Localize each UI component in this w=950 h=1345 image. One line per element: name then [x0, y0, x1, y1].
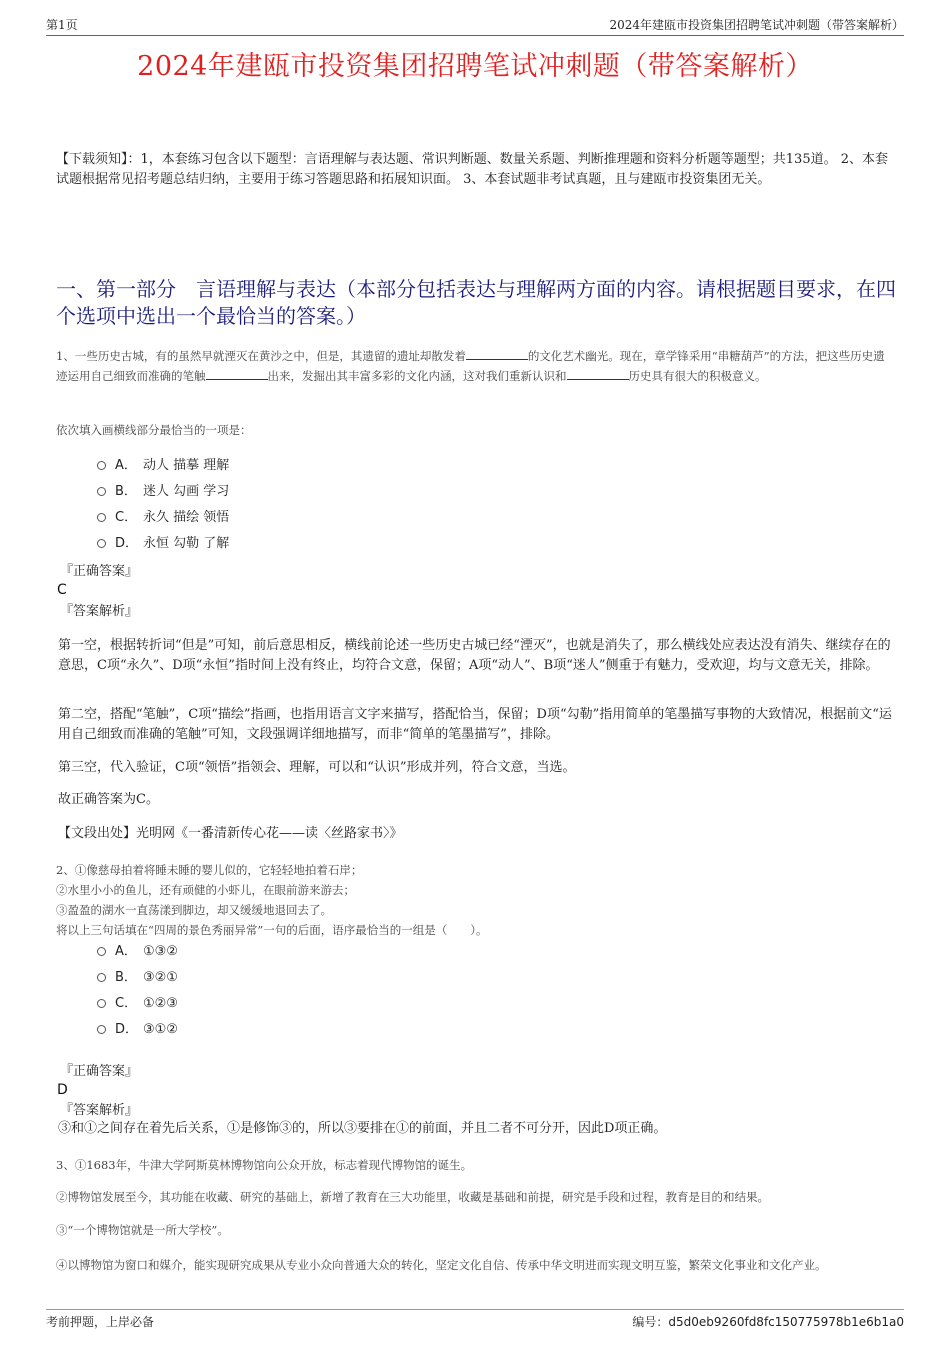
- q1-option-a[interactable]: A． 动人 描摹 理解: [97, 456, 229, 476]
- page-title: 2024年建瓯市投资集团招聘笔试冲刺题（带答案解析）: [137, 51, 813, 82]
- header-doc-title: 2024年建瓯市投资集团招聘笔试冲刺题（带答案解析）: [609, 18, 904, 32]
- question-1-text: 1、一些历史古城，有的虽然早就湮灭在黄沙之中，但是，其遗留的遗址却散发着 的文化艺术幽光。现在，章学锋采用“串糖葫芦”的方法，把这些历史遗迹运用自己细致而准确的笔触 出来，发掘出其丰富多彩的文化内涵，这对我们重新认识和 历史具有很大的积极意义。: [56, 349, 885, 383]
- radio-icon[interactable]: [97, 1025, 106, 1034]
- radio-icon[interactable]: [97, 487, 106, 496]
- radio-icon[interactable]: [97, 973, 106, 982]
- question-2-line-4: 将以上三句话填在“四周的景色秀丽异常”一句的后面，语序最恰当的一组是（ ）。: [56, 923, 488, 937]
- q1-option-b[interactable]: B． 迷人 勾画 学习: [97, 482, 229, 502]
- q2-option-c[interactable]: C． ①②③: [97, 994, 178, 1014]
- q2-option-b[interactable]: B． ③②①: [97, 968, 178, 988]
- q2-option-a[interactable]: A． ①③②: [97, 942, 178, 962]
- question-3-line-1: 3、①1683年，牛津大学阿斯莫林博物馆向公众开放，标志着现代博物馆的诞生。: [56, 1158, 473, 1172]
- q1-answer: C: [57, 582, 67, 598]
- q1-analysis-label: 『答案解析』: [60, 604, 139, 619]
- q1-option-c[interactable]: C． 永久 描绘 领悟: [97, 508, 229, 528]
- q2-analysis: ③和①之间存在着先后关系，①是修饰③的，所以③要排在①的前面，并且二者不可分开，因此D项正确。: [58, 1121, 667, 1136]
- page-header: [46, 14, 904, 36]
- question-2-line-1: 2、①像慈母拍着将睡未睡的婴儿似的，它轻轻地拍着石岸；: [56, 863, 363, 877]
- question-1-prompt: 依次填入画横线部分最恰当的一项是：: [56, 423, 252, 437]
- section-title: 一、第一部分 言语理解与表达（本部分包括表达与理解两方面的内容。请根据题目要求，在四个选项中选出一个最恰当的答案。）: [56, 277, 896, 328]
- download-notice: 【下载须知】：1，本套练习包含以下题型：言语理解与表达题、常识判断题、数量关系题、判断推理题和资料分析题等题型；共135道。 2、本套试题根据常见招考题总结归纳，主要用于练习答题思路和拓展知识面。 3、本套试题非考试真题，且与建瓯市投资集团无关。: [56, 152, 888, 187]
- footer-divider: [46, 1309, 904, 1310]
- page-number: 第1页: [46, 18, 78, 32]
- q1-source: 【文段出处】光明网《一番清新传心花——读〈丝路家书〉》: [58, 826, 403, 841]
- q2-option-d[interactable]: D． ③①②: [97, 1020, 178, 1040]
- footer-code-label: 编号：: [632, 1315, 669, 1329]
- question-3-line-2: ②博物馆发展至今，其功能在收藏、研究的基础上，新增了教育在三大功能里，收藏是基础和前提，研究是手段和过程，教育是目的和结果。: [56, 1190, 769, 1204]
- radio-icon[interactable]: [97, 947, 106, 956]
- blank-1: [466, 348, 528, 360]
- q1-analysis-1: 第一空，根据转折词“但是”可知，前后意思相反，横线前论述一些历史古城已经“湮灭”，也就是消失了，那么横线处应表达没有消失、继续存在的意思，C项“永久”、D项“永恒”指时间上没有终止，均符合文意，保留；A项“动人”、B项“迷人”侧重于有魅力，受欢迎，均与文意无关，排除。: [58, 638, 891, 673]
- radio-icon[interactable]: [97, 513, 106, 522]
- blank-2: [206, 368, 268, 380]
- q1-analysis-4: 故正确答案为C。: [58, 792, 159, 807]
- question-2-line-3: ③盈盈的湖水一直荡漾到脚边，却又缓缓地退回去了。: [56, 903, 332, 917]
- question-2-line-2: ②水里小小的鱼儿，还有顽健的小虾儿，在眼前游来游去；: [56, 883, 355, 897]
- q1-option-d[interactable]: D． 永恒 勾勒 了解: [97, 534, 229, 554]
- question-3-line-4: ④以博物馆为窗口和媒介，能实现研究成果从专业小众向普通大众的转化，坚定文化自信、传承中华文明进而实现文明互鉴，繁荣文化事业和文化产业。: [56, 1258, 827, 1272]
- q1-analysis-2: 第二空，搭配“笔触”，C项“描绘”指画，也指用语言文字来描写，搭配恰当，保留；D项“勾勒”指用简单的笔墨描写事物的大致情况，根据前文“运用自己细致而准确的笔触”可知，文段强调详细地描写，而非“简单的笔墨描写”，排除。: [58, 707, 892, 742]
- radio-icon[interactable]: [97, 999, 106, 1008]
- q2-answer-label: 『正确答案』: [60, 1064, 139, 1079]
- radio-icon[interactable]: [97, 461, 106, 470]
- question-3-line-3: ③“一个博物馆就是一所大学校”。: [56, 1223, 229, 1237]
- footer-code-value: d5d0eb9260fd8fc150775978b1e6b1a0: [668, 1315, 904, 1329]
- footer-slogan: 考前押题，上岸必备: [46, 1315, 155, 1329]
- radio-icon[interactable]: [97, 539, 106, 548]
- footer-code: [632, 1313, 904, 1330]
- blank-3: [567, 368, 629, 380]
- q2-analysis-label: 『答案解析』: [60, 1103, 139, 1118]
- q1-answer-label: 『正确答案』: [60, 564, 139, 579]
- q1-analysis-3: 第三空，代入验证，C项“领悟”指领会、理解，可以和“认识”形成并列，符合文意，当选。: [58, 760, 576, 775]
- q2-answer: D: [57, 1082, 68, 1098]
